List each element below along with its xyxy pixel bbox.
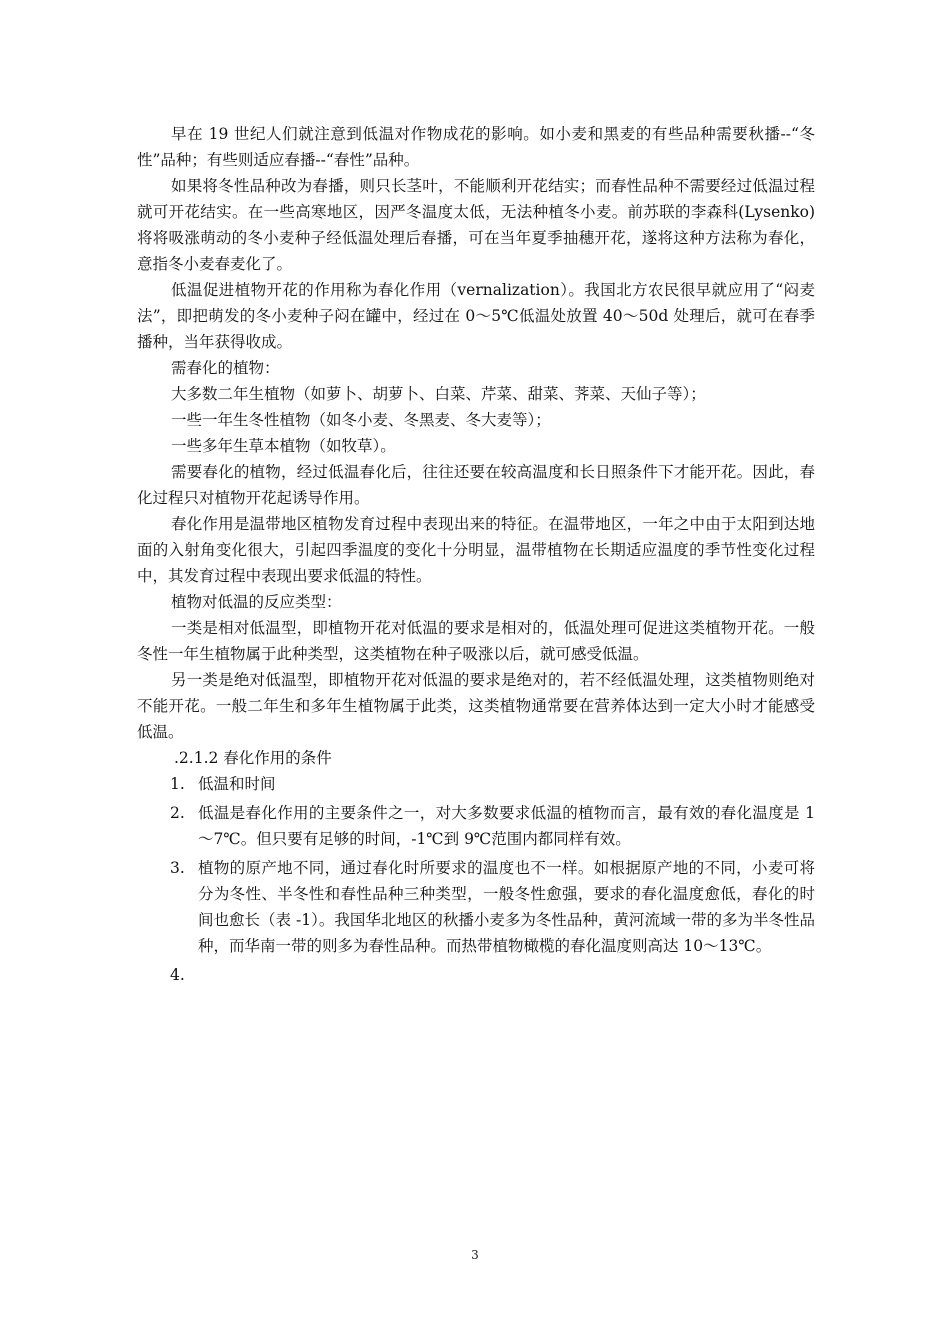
list-number: 1. bbox=[170, 775, 185, 793]
list-number: 3. bbox=[170, 859, 185, 877]
document-body bbox=[137, 121, 815, 991]
list-text: 低温和时间 bbox=[198, 775, 276, 793]
numbered-list bbox=[137, 771, 815, 988]
list-text: 低温是春化作用的主要条件之一，对大多数要求低温的植物而言，最有效的春化温度是 1～7℃。但只要有足够的时间，-1℃到 9℃范围内都同样有效。 bbox=[198, 804, 815, 848]
paragraph: 需春化的植物： bbox=[171, 359, 280, 377]
paragraph: 早在 19 世纪人们就注意到低温对作物成花的影响。如小麦和黑麦的有些品种需要秋播--“冬性”品种；有些则适应春播--“春性”品种。 bbox=[137, 125, 815, 169]
list-item bbox=[137, 771, 815, 797]
paragraph: 一些一年生冬性植物（如冬小麦、冬黑麦、冬大麦等）； bbox=[171, 411, 551, 429]
paragraph: 另一类是绝对低温型，即植物开花对低温的要求是绝对的，若不经低温处理，这类植物则绝对不能开花。一般二年生和多年生植物属于此类，这类植物通常要在营养体达到一定大小时才能感受低温。 bbox=[137, 671, 815, 741]
paragraph: 春化作用是温带地区植物发育过程中表现出来的特征。在温带地区，一年之中由于太阳到达地面的入射角变化很大，引起四季温度的变化十分明显，温带植物在长期适应温度的季节性变化过程中，其发育过程中表现出要求低温的特性。 bbox=[137, 515, 815, 585]
paragraph: 一类是相对低温型，即植物开花对低温的要求是相对的，低温处理可促进这类植物开花。一般冬性一年生植物属于此种类型，这类植物在种子吸涨以后，就可感受低温。 bbox=[137, 619, 815, 663]
list-number: 4. bbox=[170, 966, 185, 984]
list-number: 2. bbox=[170, 804, 185, 822]
list-item bbox=[137, 800, 815, 852]
section-subheading: .2.1.2 春化作用的条件 bbox=[174, 749, 332, 767]
list-text: 植物的原产地不同，通过春化时所要求的温度也不一样。如根据原产地的不同，小麦可将分为冬性、半冬性和春性品种三种类型，一般冬性愈强，要求的春化温度愈低，春化的时间也愈长（表 -1）。我国华北地区的秋播小麦多为冬性品种，黄河流域一带的多为半冬性品种，而华南一带的则多为春性品种。而热带植物橄榄的春化温度则高达 10～13℃。 bbox=[198, 859, 815, 955]
list-item bbox=[137, 855, 815, 959]
paragraph: 如果将冬性品种改为春播，则只长茎叶，不能顺利开花结实；而春性品种不需要经过低温过程就可开花结实。在一些高寒地区，因严冬温度太低，无法种植冬小麦。前苏联的李森科(Lysenko) 将将吸涨萌动的冬小麦种子经低温处理后春播，可在当年夏季抽穗开花，遂将这种方法称为春化，意指冬小麦春麦化了。 bbox=[137, 177, 815, 273]
paragraph: 低温促进植物开花的作用称为春化作用（vernalization）。我国北方农民很早就应用了“闷麦法”，即把萌发的冬小麦种子闷在罐中，经过在 0～5℃低温处放置 40～50d 处理后，就可在春季播种，当年获得收成。 bbox=[137, 281, 815, 351]
paragraph: 一些多年生草本植物（如牧草）。 bbox=[171, 437, 396, 455]
list-item bbox=[137, 962, 815, 988]
page-number: 3 bbox=[471, 1248, 479, 1262]
paragraph: 大多数二年生植物（如萝卜、胡萝卜、白菜、芹菜、甜菜、荠菜、天仙子等）； bbox=[171, 385, 706, 403]
paragraph: 植物对低温的反应类型： bbox=[171, 593, 342, 611]
paragraph: 需要春化的植物，经过低温春化后，往往还要在较高温度和长日照条件下才能开花。因此，春化过程只对植物开花起诱导作用。 bbox=[137, 463, 815, 507]
